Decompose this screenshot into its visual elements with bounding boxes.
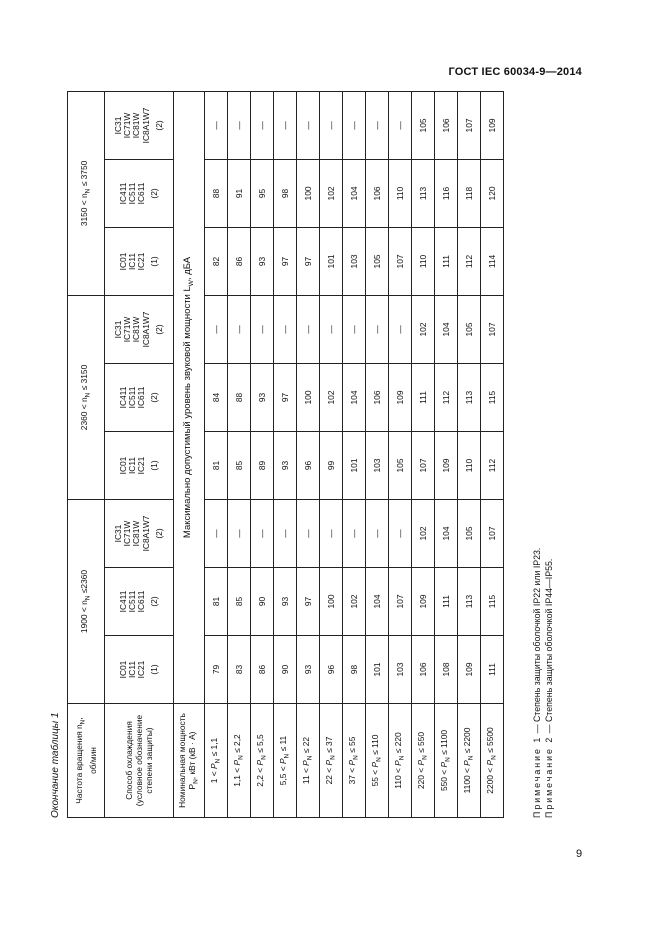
sound-level-cell: 109 <box>412 568 435 636</box>
sound-level-cell: 93 <box>251 364 274 432</box>
sound-level-cell: 81 <box>205 568 228 636</box>
notes <box>532 548 556 818</box>
sound-level-cell: — <box>343 500 366 568</box>
sound-level-cell: 113 <box>458 364 481 432</box>
table-row <box>274 91 297 817</box>
sound-level-cell: 86 <box>228 227 251 295</box>
cooling-codes: IC01 IC11 IC21 <box>117 456 147 475</box>
power-range-cell: $11 < P_N \le 22$ <box>297 704 320 818</box>
cooling-cell <box>105 432 174 500</box>
table-row <box>343 91 366 817</box>
sound-level-cell: 106 <box>366 364 389 432</box>
sound-level-cell: 110 <box>389 159 412 227</box>
sound-level-cell: 113 <box>412 159 435 227</box>
sound-level-cell: 106 <box>412 636 435 704</box>
power-range-cell: $550 < P_N \le 1100$ <box>435 704 458 818</box>
sound-level-cell: — <box>343 295 366 363</box>
sound-level-cell: 104 <box>435 295 458 363</box>
sound-level-cell: 102 <box>343 568 366 636</box>
sound-level-cell: 100 <box>320 568 343 636</box>
sound-level-cell: — <box>320 500 343 568</box>
sound-level-cell: 95 <box>251 159 274 227</box>
cooling-codes: IC411 IC511 IC611 <box>117 182 147 205</box>
sound-level-cell: — <box>366 500 389 568</box>
cooling-codes: IC411 IC511 IC611 <box>117 590 147 613</box>
sound-level-cell: 102 <box>412 500 435 568</box>
sound-level-cell: 103 <box>343 227 366 295</box>
speed-header-row <box>68 91 105 817</box>
sound-level-cell: 113 <box>458 568 481 636</box>
cooling-cell <box>105 568 174 636</box>
power-range-cell: $110 < P_N \le 220$ <box>389 704 412 818</box>
power-range-cell: $2200 < P_N \le 5500$ <box>481 704 504 818</box>
speed-header-cell: Частота вращения $n_N$, об/мин <box>68 704 105 818</box>
sound-level-cell: 81 <box>205 432 228 500</box>
table-caption: Окончание таблицы 1 <box>50 712 61 818</box>
sound-level-cell: 109 <box>481 91 504 159</box>
sound-level-cell: 106 <box>435 91 458 159</box>
cooling-codes: IC31 IC71W IC81W IC8A1W7 <box>112 515 151 552</box>
table-row <box>389 91 412 817</box>
sound-level-cell: 111 <box>481 636 504 704</box>
sound-level-cell: — <box>228 295 251 363</box>
table-row <box>481 91 504 817</box>
speed-range-1: $1900 < n_N \le 2360$ <box>68 500 105 704</box>
sound-level-cell: 110 <box>458 432 481 500</box>
sound-level-cell: 105 <box>458 295 481 363</box>
sound-level-cell: 99 <box>320 432 343 500</box>
page-number: 9 <box>576 848 583 860</box>
sound-level-cell: 100 <box>297 159 320 227</box>
sound-level-cell: — <box>251 91 274 159</box>
rotated-table-block <box>50 78 554 818</box>
sound-level-cell: 112 <box>435 364 458 432</box>
sound-level-cell: 88 <box>228 364 251 432</box>
table-row <box>251 91 274 817</box>
sound-level-cell: 90 <box>251 568 274 636</box>
sound-level-cell: — <box>228 500 251 568</box>
sound-level-cell: 105 <box>458 500 481 568</box>
sound-level-cell: 98 <box>343 636 366 704</box>
sound-level-cell: 109 <box>435 432 458 500</box>
cooling-codes: IC31 IC71W IC81W IC8A1W7 <box>112 107 151 144</box>
sound-level-cell: 104 <box>366 568 389 636</box>
sound-level-cell: 100 <box>297 364 320 432</box>
sound-level-cell: — <box>251 500 274 568</box>
sound-level-cell: 96 <box>297 432 320 500</box>
speed-range-3: $3150 < n_N \le 3750$ <box>68 91 105 295</box>
sound-level-cell: — <box>205 295 228 363</box>
cooling-cell <box>105 364 174 432</box>
sound-level-cell: — <box>366 295 389 363</box>
table-row <box>366 91 389 817</box>
sound-level-cell: 97 <box>297 568 320 636</box>
cooling-note: (2) <box>153 528 164 539</box>
speed-range-2: $2360 < n_N \le 3150$ <box>68 295 105 499</box>
cooling-cell <box>105 91 174 159</box>
sound-level-cell: 103 <box>389 636 412 704</box>
sound-level-cell: 102 <box>320 159 343 227</box>
sound-level-cell: 93 <box>274 568 297 636</box>
sound-level-cell: 93 <box>297 636 320 704</box>
sound-level-cell: — <box>297 295 320 363</box>
cooling-cell <box>105 636 174 704</box>
note-2: Примечание 2 — Степень защиты оболочкой IP44—IP55. <box>543 558 554 818</box>
sound-level-cell: 102 <box>412 295 435 363</box>
sound-level-cell: — <box>274 295 297 363</box>
power-range-cell: $5,5 < P_N \le 11$ <box>274 704 297 818</box>
sound-level-cell: 101 <box>343 432 366 500</box>
sound-level-cell: — <box>389 91 412 159</box>
data-rows <box>205 91 504 817</box>
document-id: ГОСТ IEC 60034-9—2014 <box>448 66 582 78</box>
table-row <box>412 91 435 817</box>
cooling-cell <box>105 227 174 295</box>
power-range-cell: $2,2 < P_N \le 5,5$ <box>251 704 274 818</box>
sound-level-cell: 79 <box>205 636 228 704</box>
power-range-cell: $37 < P_N \le 55$ <box>343 704 366 818</box>
cooling-codes: IC01 IC11 IC21 <box>117 660 147 679</box>
cooling-note: (1) <box>149 460 160 471</box>
sound-level-cell: 106 <box>366 159 389 227</box>
sound-level-cell: — <box>389 500 412 568</box>
sound-level-cell: — <box>205 91 228 159</box>
sound-level-cell: 109 <box>389 364 412 432</box>
sound-level-cell: 102 <box>320 364 343 432</box>
sound-level-cell: 93 <box>251 227 274 295</box>
max-level-header: Максимально допустимый уровень звуковой мощности $L_W$, дБА <box>174 91 205 703</box>
cooling-cell <box>105 295 174 363</box>
sound-level-cell: 115 <box>481 568 504 636</box>
sound-level-cell: — <box>343 91 366 159</box>
cooling-codes: IC411 IC511 IC611 <box>117 386 147 409</box>
sound-level-cell: — <box>297 500 320 568</box>
table-row <box>228 91 251 817</box>
sound-level-cell: 97 <box>274 227 297 295</box>
cooling-note: (2) <box>149 596 160 607</box>
sound-level-cell: 107 <box>389 227 412 295</box>
sound-level-cell: 104 <box>343 364 366 432</box>
sound-level-cell: 107 <box>389 568 412 636</box>
sound-level-cell: — <box>228 91 251 159</box>
sound-level-cell: — <box>297 91 320 159</box>
table-row <box>205 91 228 817</box>
sound-level-cell: 101 <box>320 227 343 295</box>
sound-level-cell: 114 <box>481 227 504 295</box>
sound-level-cell: 88 <box>205 159 228 227</box>
sound-level-cell: 91 <box>228 159 251 227</box>
sound-level-cell: 98 <box>274 159 297 227</box>
sound-level-cell: 96 <box>320 636 343 704</box>
cooling-note: (1) <box>149 664 160 675</box>
power-range-cell: $220 < P_N \le 550$ <box>412 704 435 818</box>
sound-level-cell: 97 <box>297 227 320 295</box>
sound-level-cell: 90 <box>274 636 297 704</box>
sound-level-cell: 112 <box>458 227 481 295</box>
sound-level-cell: 89 <box>251 432 274 500</box>
power-range-cell: $1,1 < P_N \le 2,2$ <box>228 704 251 818</box>
cooling-header-row <box>105 91 174 817</box>
sound-level-cell: — <box>251 295 274 363</box>
note-1: Примечание 1 — Степень защиты оболочкой IP22 или IP23. <box>532 547 542 818</box>
table-row <box>297 91 320 817</box>
sound-level-cell: 85 <box>228 568 251 636</box>
cooling-note: (2) <box>153 324 164 335</box>
sound-level-cell: 111 <box>435 568 458 636</box>
sound-level-cell: 97 <box>274 364 297 432</box>
power-label-cell: Номинальная мощность $P_N$, кВт (кВ · А) <box>174 704 205 818</box>
sound-level-cell: 115 <box>481 364 504 432</box>
cooling-note: (2) <box>149 392 160 403</box>
sound-level-cell: 111 <box>435 227 458 295</box>
cooling-cell <box>105 159 174 227</box>
power-range-cell: $55 < P_N \le 110$ <box>366 704 389 818</box>
sound-level-cell: — <box>320 295 343 363</box>
power-range-cell: $1 < P_N \le 1,1$ <box>205 704 228 818</box>
sound-level-cell: 86 <box>251 636 274 704</box>
power-range-cell: $22 < P_N \le 37$ <box>320 704 343 818</box>
power-header-row <box>174 91 205 817</box>
sound-level-cell: 112 <box>481 432 504 500</box>
sound-level-cell: 83 <box>228 636 251 704</box>
cooling-cell <box>105 500 174 568</box>
table-row <box>320 91 343 817</box>
sound-level-cell: 109 <box>458 636 481 704</box>
sound-level-cell: 110 <box>412 227 435 295</box>
sound-level-cell: 111 <box>412 364 435 432</box>
cooling-note: (1) <box>149 256 160 267</box>
sound-level-cell: — <box>389 295 412 363</box>
sound-level-cell: 108 <box>435 636 458 704</box>
sound-level-cell: 120 <box>481 159 504 227</box>
sound-level-cell: — <box>274 500 297 568</box>
sound-level-cell: — <box>274 91 297 159</box>
cooling-note: (2) <box>153 120 164 131</box>
cooling-codes: IC31 IC71W IC81W IC8A1W7 <box>112 311 151 348</box>
sound-level-cell: 101 <box>366 636 389 704</box>
sound-level-cell: 104 <box>343 159 366 227</box>
table-row <box>458 91 481 817</box>
sound-level-cell: 105 <box>389 432 412 500</box>
noise-table <box>67 91 504 818</box>
sound-level-cell: 107 <box>412 432 435 500</box>
sound-level-cell: — <box>320 91 343 159</box>
cooling-codes: IC01 IC11 IC21 <box>117 252 147 271</box>
power-range-cell: $1100 < P_N \le 2200$ <box>458 704 481 818</box>
sound-level-cell: — <box>205 500 228 568</box>
sound-level-cell: 116 <box>435 159 458 227</box>
sound-level-cell: — <box>366 91 389 159</box>
table-row <box>435 91 458 817</box>
sound-level-cell: 104 <box>435 500 458 568</box>
sound-level-cell: 84 <box>205 364 228 432</box>
cooling-label-cell: Способ охлаждения (условное обозначение степени защиты) <box>105 704 174 818</box>
sound-level-cell: 85 <box>228 432 251 500</box>
sound-level-cell: 105 <box>366 227 389 295</box>
sound-level-cell: 82 <box>205 227 228 295</box>
sound-level-cell: 105 <box>412 91 435 159</box>
sound-level-cell: 107 <box>458 91 481 159</box>
sound-level-cell: 103 <box>366 432 389 500</box>
sound-level-cell: 107 <box>481 500 504 568</box>
sound-level-cell: 93 <box>274 432 297 500</box>
sound-level-cell: 107 <box>481 295 504 363</box>
cooling-note: (2) <box>149 188 160 199</box>
sound-level-cell: 118 <box>458 159 481 227</box>
